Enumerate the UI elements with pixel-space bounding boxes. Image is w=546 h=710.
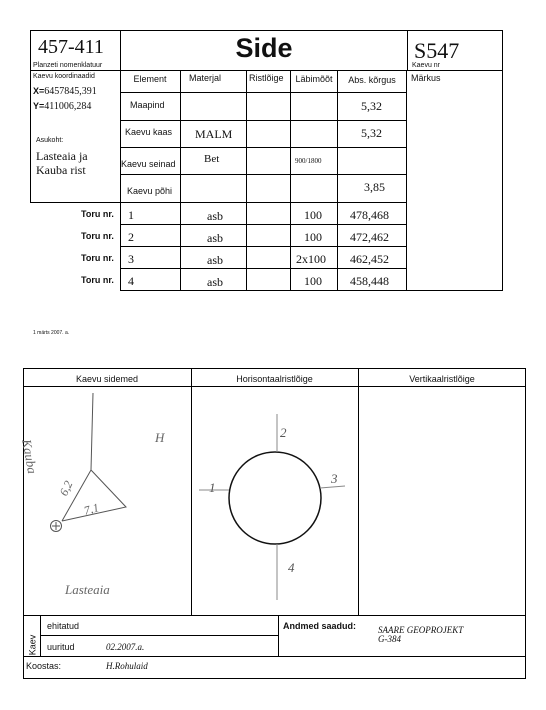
well-number-label: Kaevu nr [412,62,441,69]
col-vertical-section: Vertikaalristlõige [409,374,475,384]
data-source-code: G-384 [378,634,401,644]
location-label: Asukoht: [36,137,64,144]
pipe-label-3: 3 [331,471,338,486]
pipe-diameter: 100 [304,230,322,244]
row-material: Bet [204,153,220,165]
pipe-diameter: 100 [304,274,322,288]
pipe-abs-height: 478,468 [350,208,389,222]
pipe-label-2: 2 [280,425,287,440]
pipe-label: Toru nr. [81,253,114,263]
pipe-number: 4 [128,274,134,288]
well-number-value: S547 [414,38,460,63]
row-abs-height: 3,85 [364,180,385,194]
y-coord-value: 411006,284 [44,101,92,112]
pipe-label-4: 4 [288,560,295,575]
pipe-diameter: 2x100 [296,252,326,266]
row-element: Maapind [130,100,165,110]
coords-label: Kaevu koordinaadid [33,73,95,80]
pipe-diameter: 100 [304,208,322,222]
x-coord-label: X= [33,86,45,96]
col-element: Element [120,70,181,93]
row-element: Kaevu seinad [121,159,176,169]
built-label: ehitatud [47,621,80,631]
col-abs-height: Abs. kõrgus [338,70,407,93]
pipe-label-1: 1 [209,480,216,495]
col-horizontal-section: Horisontaalristlõige [236,374,313,384]
pipe-number: 1 [128,208,134,222]
col-diameter: Läbimõõt [291,70,338,93]
pipe-abs-height: 458,448 [350,274,389,288]
location-line-1: Lasteaia ja [36,149,88,163]
row-element: Kaevu põhi [127,186,173,196]
pipe-abs-height: 472,462 [350,230,389,244]
x-coord-value: 6457845,391 [44,86,97,97]
well-side-label: Kaev [27,634,38,656]
sketch-label-h: H [155,430,165,445]
sketch-label-7-1: 7,1 [82,500,101,518]
sketch-label-street: Kauba [19,438,41,475]
data-source-label: Andmed saadud: [283,621,357,631]
location-line-2: Kauba rist [36,163,86,177]
surveyed-value: 02.2007.a. [106,642,145,652]
date-note: 1 märts 2007. a. [33,330,70,336]
pipe-material: asb [207,209,223,223]
y-coord-label: Y= [33,101,45,111]
row-abs-height: 5,32 [361,99,382,113]
pipe-material: asb [207,231,223,245]
compiled-by-value: H.Rohulaid [106,661,148,671]
col-remark: Märkus [411,73,441,83]
sketch-label-6-2: 6,2 [56,478,76,499]
sketch-label-kindergarten: Lasteaia [65,582,110,597]
pipe-label: Toru nr. [81,275,114,285]
pipe-label: Toru nr. [81,209,114,219]
nomenclature-value: 457-411 [38,36,104,58]
row-diameter: 900/1800 [295,157,322,165]
col-section: Ristlõige [247,70,291,93]
row-element: Kaevu kaas [125,127,173,137]
pipe-material: asb [207,275,223,289]
col-connections: Kaevu sidemed [75,374,139,384]
pipe-label: Toru nr. [81,231,114,241]
pipe-number: 2 [128,230,134,244]
col-material: Materjal [181,70,247,93]
pipe-number: 3 [128,252,134,266]
pipe-material: asb [207,253,223,267]
nomenclature-label: Planzeti nomenklatuur [33,62,103,69]
surveyed-label: uuritud [47,642,75,652]
row-material: MALM [195,127,233,141]
page-title: Side [235,33,293,63]
pipe-abs-height: 462,452 [350,252,389,266]
compiled-by-label: Koostas: [26,661,62,671]
row-abs-height: 5,32 [361,126,382,140]
data-source-company: SAARE GEOPROJEKT [378,625,464,635]
